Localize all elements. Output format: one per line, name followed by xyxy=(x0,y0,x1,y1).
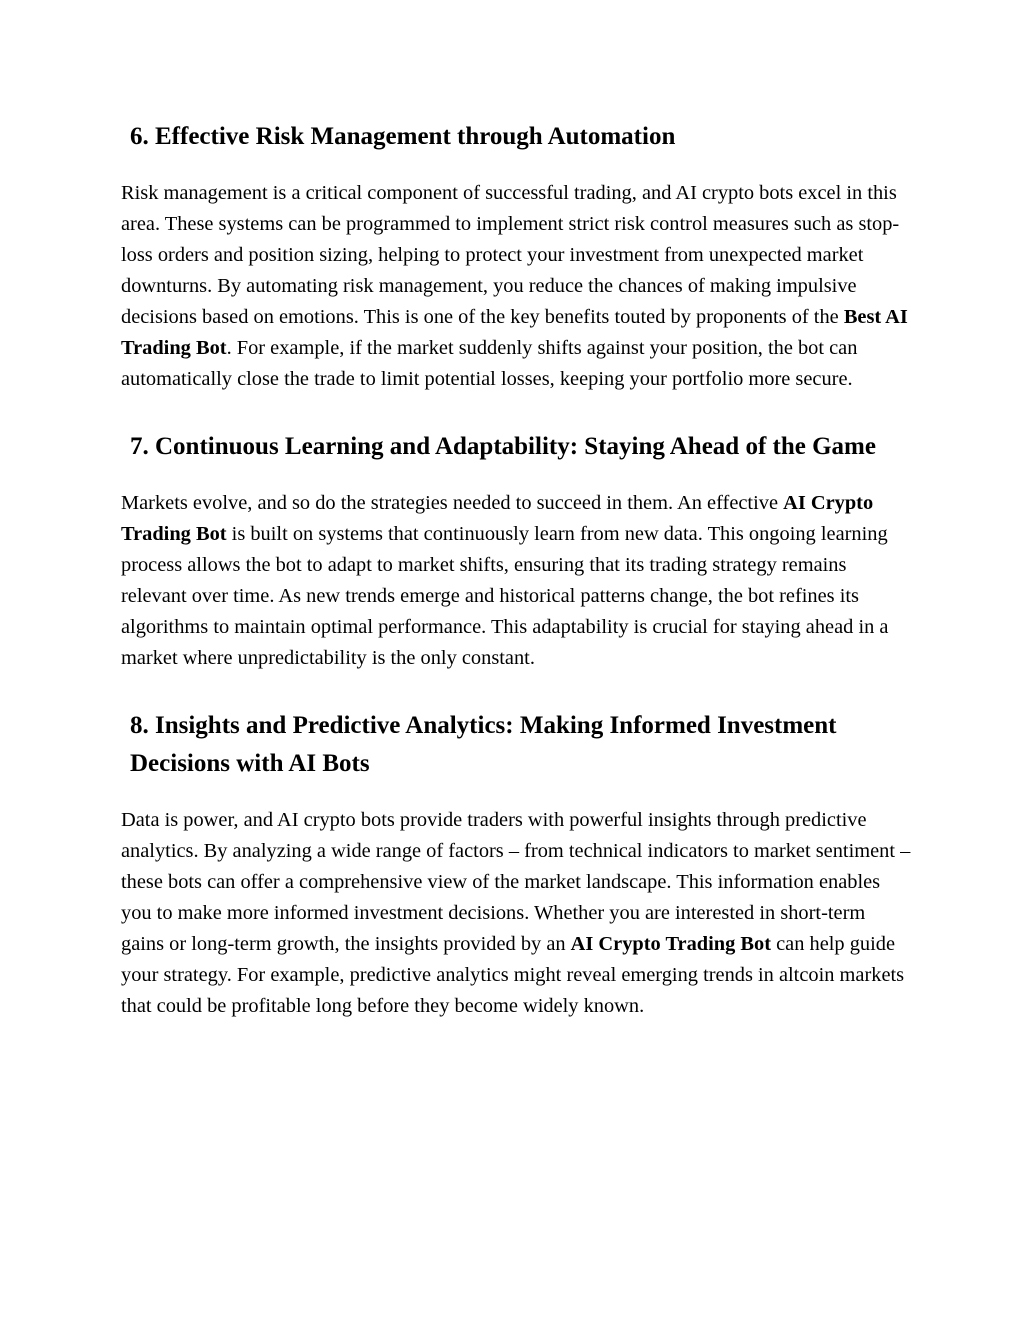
paragraph-text: . For example, if the market suddenly shifts against your position, the bot can automatically close the trade to limit potential losses, keeping your portfolio more secure. xyxy=(121,337,858,390)
paragraph-text: is built on systems that continuously learn from new data. This ongoing learning process allows the bot to adapt to market shifts, ensuring that its trading strategy remains relevant over time. As new trends emerge and historical patterns change, the bot refines its algorithms to maintain optimal performance. This adaptability is crucial for staying ahead in a market where unpredictability is the only constant. xyxy=(121,523,889,669)
section-paragraph xyxy=(121,488,911,674)
bold-keyword: Best AI Trading Bot xyxy=(121,306,908,359)
section-heading: 6. Effective Risk Management through Automation xyxy=(130,123,676,150)
section-continuous-learning xyxy=(121,428,911,674)
document-page xyxy=(121,118,911,1022)
paragraph-text: Risk management is a critical component of successful trading, and AI crypto bots excel in this area. These systems can be programmed to implement strict risk control measures such as stop-loss orders and position sizing, helping to protect your investment from unexpected market downturns. By automating risk management, you reduce the chances of making impulsive decisions based on emotions. This is one of the key benefits touted by proponents of the xyxy=(121,182,900,328)
paragraph-text: can help guide your strategy. For example, predictive analytics might reveal emerging trends in altcoin markets that could be profitable long before they become widely known. xyxy=(121,933,905,1017)
bold-keyword: AI Crypto Trading Bot xyxy=(570,933,772,955)
section-heading: 8. Insights and Predictive Analytics: Making Informed Investment Decisions with AI Bots xyxy=(130,712,837,777)
section-heading: 7. Continuous Learning and Adaptability: Staying Ahead of the Game xyxy=(130,433,876,460)
paragraph-text: Data is power, and AI crypto bots provide traders with powerful insights through predictive analytics. By analyzing a wide range of factors – from technical indicators to market sentiment – these bots can offer a comprehensive view of the market landscape. This information enables you to make more informed investment decisions. Whether you are interested in short-term gains or long-term growth, the insights provided by an xyxy=(121,809,911,955)
section-paragraph xyxy=(121,178,911,395)
paragraph-text: Markets evolve, and so do the strategies needed to succeed in them. An effective xyxy=(121,492,784,514)
section-risk-management xyxy=(121,118,911,395)
section-paragraph xyxy=(121,805,911,1022)
section-predictive-analytics xyxy=(121,707,911,1022)
bold-keyword: AI Crypto Trading Bot xyxy=(121,492,874,545)
